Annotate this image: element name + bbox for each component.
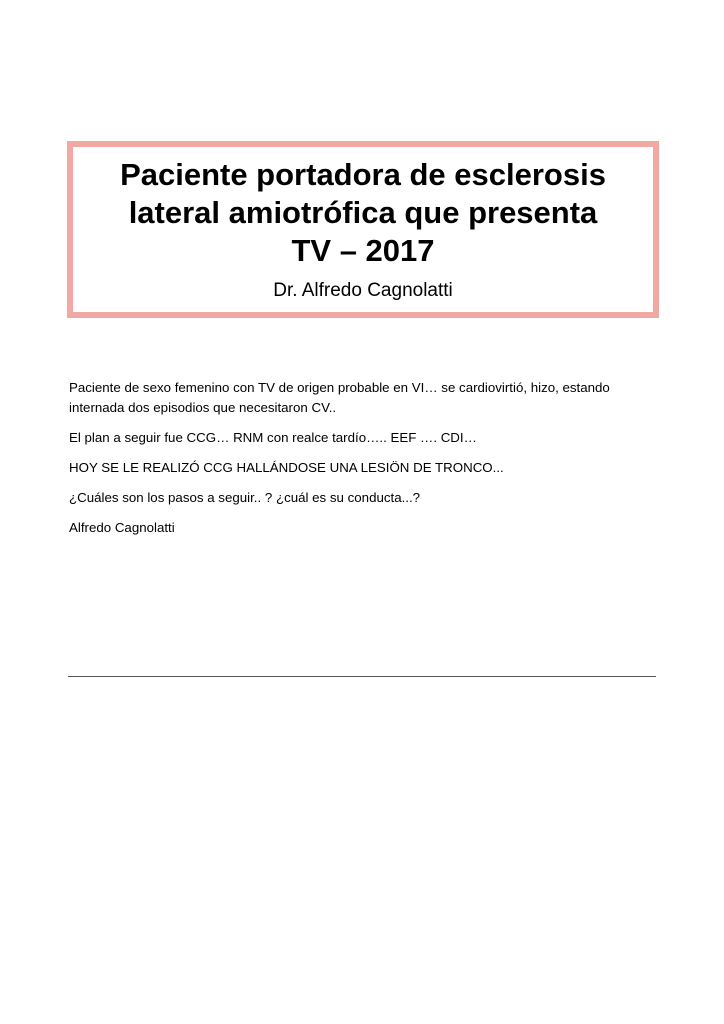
title-box [67,141,659,318]
paragraph-plan: El plan a seguir fue CCG… RNM con realce tardío….. EEF …. CDI… [69,430,477,445]
author-name: Dr. Alfredo Cagnolatti [273,280,453,301]
case-description [69,378,659,549]
page-title: Paciente portadora de esclerosis lateral amiotrófica que presenta TV – 2017 [120,157,606,268]
paragraph-question: ¿Cuáles son los pasos a seguir.. ? ¿cuál es su conducta...? [69,490,421,505]
horizontal-divider [68,676,656,677]
paragraph-intro: Paciente de sexo femenino con TV de origen probable en VI… se cardiovirtió, hizo, estando internada dos episodios que necesitaron CV.. [69,380,610,415]
signature: Alfredo Cagnolatti [69,520,175,535]
paragraph-finding: HOY SE LE REALIZÓ CCG HALLÁNDOSE UNA LESIÖN DE TRONCO... [69,460,504,475]
